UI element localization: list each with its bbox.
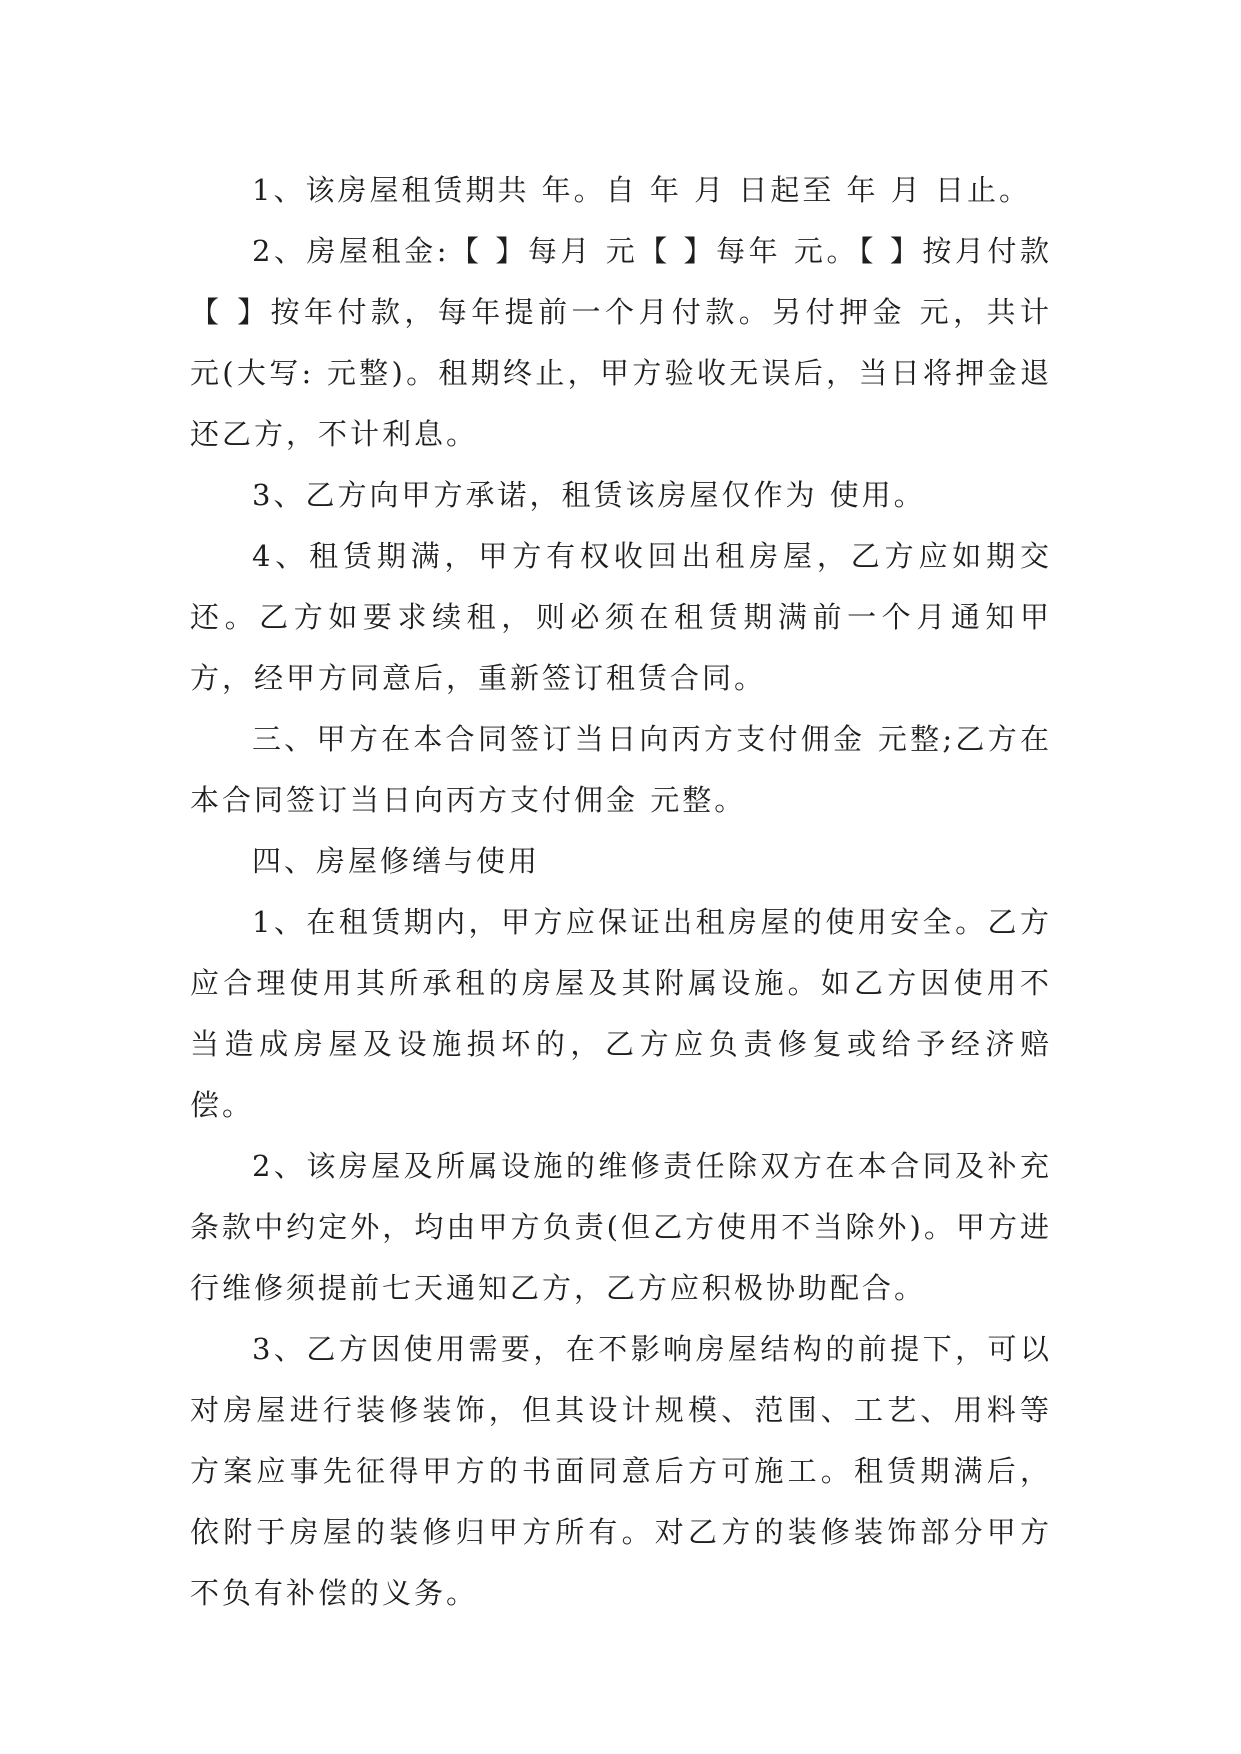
clause-rent-payment: 2、房屋租金:【 】每月 元【 】每年 元。【 】按月付款【 】按年付款，每年提前一个月付款。另付押金 元，共计 元(大写: 元整)。租期终止，甲方验收无误后，当日将押金退还乙方，不计利息。 <box>190 234 1052 451</box>
clause-decoration: 3、乙方因使用需要，在不影响房屋结构的前提下，可以对房屋进行装修装饰，但其设计规模、范围、工艺、用料等方案应事先征得甲方的书面同意后方可施工。租赁期满后，依附于房屋的装修归甲方所有。对乙方的装修装饰部分甲方不负有补偿的义务。 <box>190 1332 1052 1610</box>
clause-lease-term: 1、该房屋租赁期共 年。自 年 月 日起至 年 月 日止。 <box>252 173 1031 207</box>
clause-lease-renewal: 4、租赁期满，甲方有权收回出租房屋，乙方应如期交还。乙方如要求续租，则必须在租赁期满前一个月通知甲方，经甲方同意后，重新签订租赁合同。 <box>190 539 1052 695</box>
document-body <box>190 160 1052 1624</box>
clause-safety-and-damage: 1、在租赁期内，甲方应保证出租房屋的使用安全。乙方应合理使用其所承租的房屋及其附属设施。如乙方因使用不当造成房屋及设施损坏的，乙方应负责修复或给予经济赔偿。 <box>190 905 1052 1122</box>
section-commission: 三、甲方在本合同签订当日向丙方支付佣金 元整;乙方在本合同签订当日向丙方支付佣金 元整。 <box>190 722 1052 817</box>
clause-maintenance-responsibility: 2、该房屋及所属设施的维修责任除双方在本合同及补充条款中约定外，均由甲方负责(但乙方使用不当除外)。甲方进行维修须提前七天通知乙方，乙方应积极协助配合。 <box>190 1149 1052 1305</box>
section-heading-repair-and-use: 四、房屋修缮与使用 <box>252 844 541 878</box>
clause-usage-purpose: 3、乙方向甲方承诺，租赁该房屋仅作为 使用。 <box>252 478 926 512</box>
